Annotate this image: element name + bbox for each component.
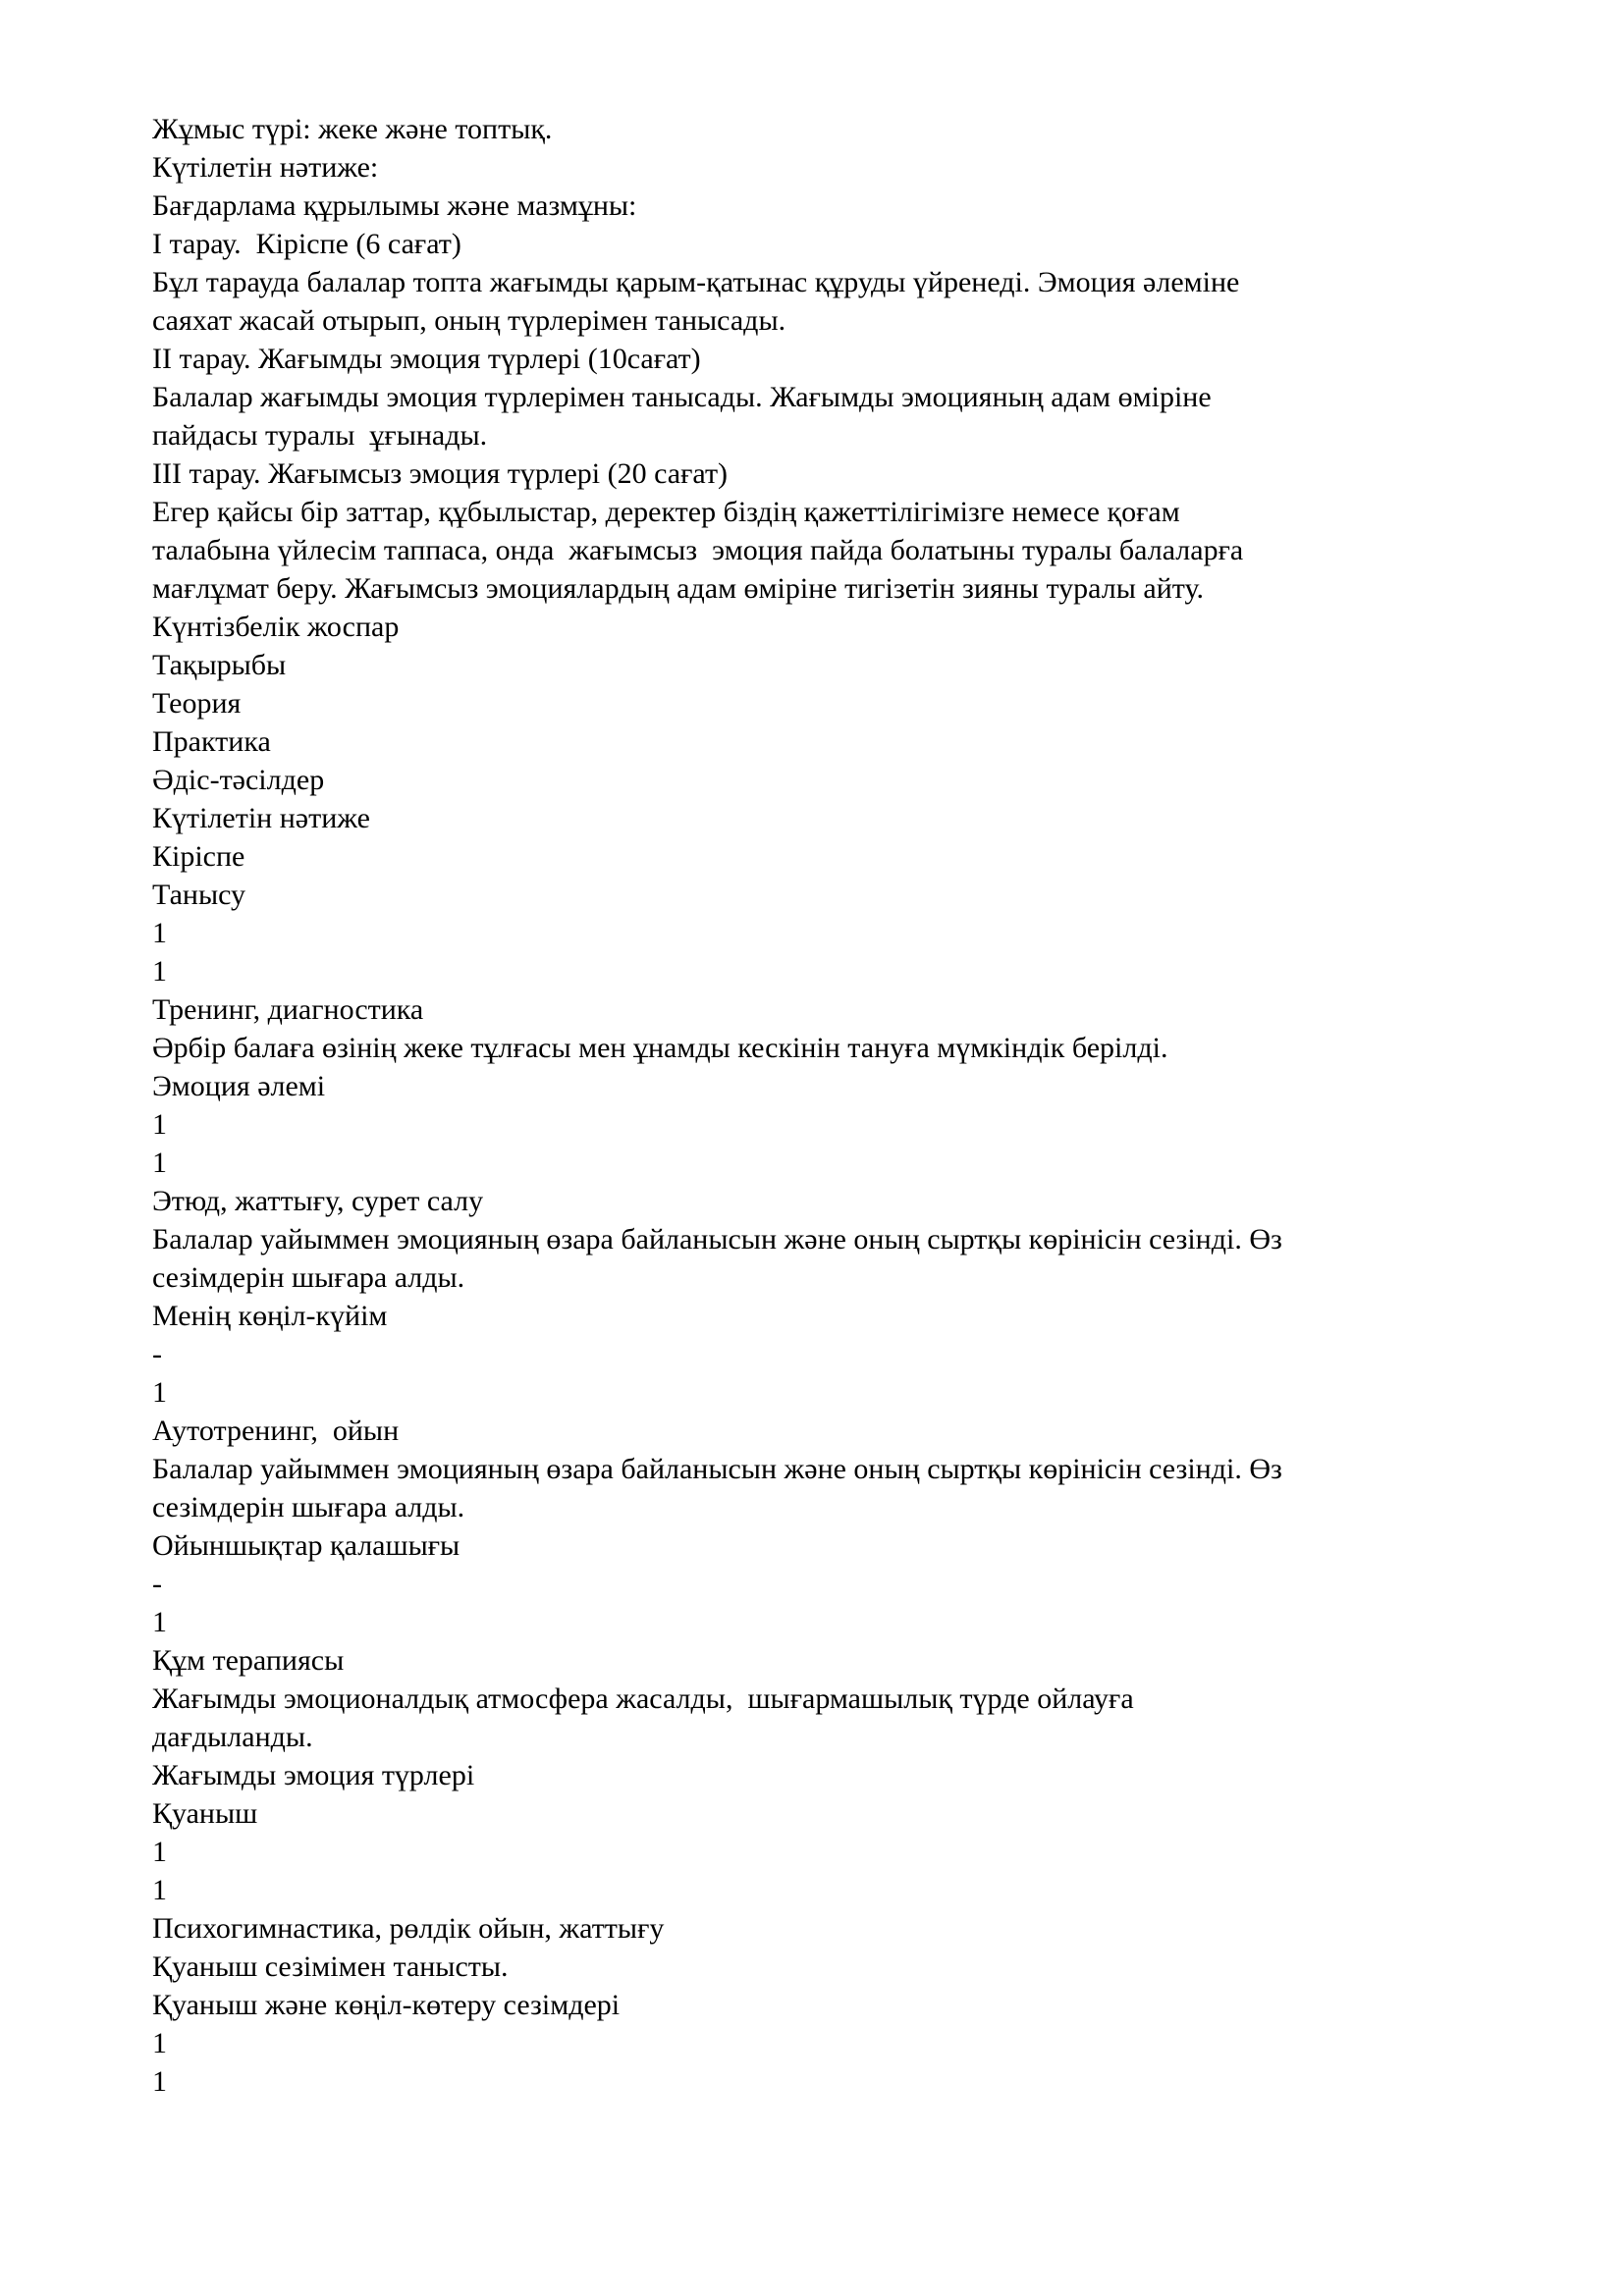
- text-line: Балалар уайыммен эмоцияның өзара байланысын және оның сыртқы көрінісін сезінді. Өз: [152, 1453, 1282, 1485]
- text-line: Қуаныш сезімімен танысты.: [152, 1950, 509, 1983]
- text-line: Теория: [152, 687, 242, 720]
- text-line: Жағымды эмоция түрлері: [152, 1759, 475, 1791]
- text-line: 1: [152, 1606, 167, 1638]
- text-line: пайдасы туралы ұғынады.: [152, 419, 488, 452]
- text-line: Эмоция әлемі: [152, 1070, 326, 1102]
- text-line: 1: [152, 955, 167, 988]
- text-line: Аутотренинг, ойын: [152, 1415, 400, 1447]
- text-line: 1: [152, 1836, 167, 1868]
- text-line: Әрбір балаға өзінің жеке тұлғасы мен ұнамды кескінін тануға мүмкіндік берілді.: [152, 1032, 1168, 1064]
- text-line: Құм терапиясы: [152, 1644, 345, 1677]
- text-line: 1: [152, 917, 167, 949]
- text-line: дағдыланды.: [152, 1721, 313, 1753]
- text-line: 1: [152, 1108, 167, 1141]
- text-line: Әдіс-тәсілдер: [152, 764, 325, 796]
- text-line: Практика: [152, 725, 271, 758]
- text-line: Қуаныш: [152, 1797, 258, 1830]
- document-text-block: [152, 110, 1487, 2101]
- text-line: I тарау. Кіріспе (6 сағат): [152, 228, 461, 260]
- text-line: Тренинг, диагностика: [152, 993, 424, 1026]
- text-line: талабына үйлесім таппаса, онда жағымсыз эмоция пайда болатыны туралы балаларға: [152, 534, 1244, 566]
- text-line: саяхат жасай отырып, оның түрлерімен танысады.: [152, 304, 786, 337]
- text-line: Балалар жағымды эмоция түрлерімен танысады. Жағымды эмоцияның адам өміріне: [152, 381, 1212, 413]
- text-line: Танысу: [152, 879, 246, 911]
- text-line: Қуаныш және көңіл-көтеру сезімдері: [152, 1989, 621, 2021]
- text-line: 1: [152, 1147, 167, 1179]
- text-line: Егер қайсы бір заттар, құбылыстар, деректер біздің қажеттілігімізге немесе қоғам: [152, 496, 1180, 528]
- text-line: Бағдарлама құрылымы және мазмұны:: [152, 189, 637, 222]
- text-line: 1: [152, 1376, 167, 1409]
- text-line: -: [152, 1338, 162, 1370]
- text-line: Күтілетін нәтиже: [152, 802, 370, 834]
- text-line: -: [152, 1568, 162, 1600]
- text-line: мағлұмат беру. Жағымсыз эмоциялардың адам өміріне тигізетін зияны туралы айту.: [152, 572, 1204, 605]
- text-line: II тарау. Жағымды эмоция түрлері (10сағат): [152, 343, 701, 375]
- text-line: сезімдерін шығара алды.: [152, 1261, 465, 1294]
- text-line: 1: [152, 1874, 167, 1906]
- text-line: Этюд, жаттығу, сурет салу: [152, 1185, 484, 1217]
- text-line: Балалар уайыммен эмоцияның өзара байланысын және оның сыртқы көрінісін сезінді. Өз: [152, 1223, 1282, 1255]
- text-line: сезімдерін шығара алды.: [152, 1491, 465, 1523]
- text-line: Күтілетін нәтиже:: [152, 151, 379, 184]
- text-line: Күнтізбелік жоспар: [152, 611, 400, 643]
- text-line: 1: [152, 2027, 167, 2059]
- text-line: III тарау. Жағымсыз эмоция түрлері (20 сағат): [152, 457, 729, 490]
- text-line: 1: [152, 2065, 167, 2098]
- text-line: Ойыншықтар қалашығы: [152, 1529, 460, 1562]
- text-line: Кіріспе: [152, 840, 245, 873]
- text-line: Психогимнастика, рөлдік ойын, жаттығу: [152, 1912, 665, 1945]
- text-line: Жағымды эмоционалдық атмосфера жасалды, шығармашылық түрде ойлауға: [152, 1682, 1134, 1715]
- text-line: Жұмыс түрі: жеке және топтық.: [152, 113, 553, 145]
- text-line: Тақырыбы: [152, 649, 287, 681]
- text-line: Менің көңіл-күйім: [152, 1300, 388, 1332]
- text-line: Бұл тарауда балалар топта жағымды қарым-қатынас құруды үйренеді. Эмоция әлеміне: [152, 266, 1240, 298]
